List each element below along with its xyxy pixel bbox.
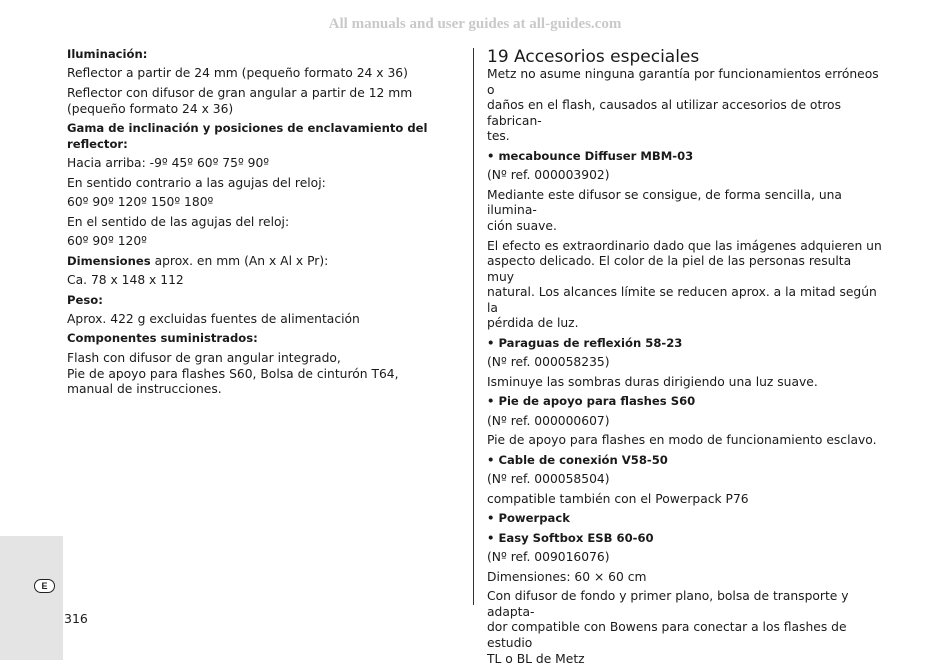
stand-ref: (Nº ref. 000000607) — [487, 413, 610, 428]
mecabounce-title: • mecabounce Diffuser MBM-03 — [487, 148, 694, 163]
mecabounce-desc-1: Mediante este difusor se consigue, de forma sencilla, una ilumina- ción suave. — [487, 187, 842, 234]
section-heading: 19 Accesorios especiales — [487, 47, 700, 67]
softbox-desc: Con difusor de fondo y primer plano, bolsa de transporte y adapta- dor compatible con Bowens para conectar a los flashes de estudio TL o BL de Metz — [487, 589, 849, 666]
dimensions-line — [67, 254, 462, 270]
softbox-dimensions: Dimensiones: 60 × 60 cm — [487, 569, 647, 584]
right-column — [487, 47, 882, 671]
illumination-line-2: Reflector con difusor de gran angular a partir de 12 mm (pequeño formato 24 x 36) — [67, 85, 413, 116]
supplied-label: Componentes suministrados: — [67, 331, 258, 346]
dimensions-values: Ca. 78 x 148 x 112 — [67, 273, 184, 288]
page-number: 316 — [64, 611, 88, 626]
clockwise-values: 60º 90º 120º — [67, 234, 147, 249]
cable-title: • Cable de conexión V58-50 — [487, 452, 668, 467]
page-side-tab — [0, 536, 63, 660]
tilt-up-values: Hacia arriba: -9º 45º 60º 75º 90º — [67, 156, 270, 171]
dimensions-label: Dimensiones — [67, 253, 151, 268]
supplied-text: Flash con difusor de gran angular integrado, Pie de apoyo para flashes S60, Bolsa de cinturón T64, manual de instrucciones. — [67, 350, 399, 397]
stand-desc: Pie de apoyo para flashes en modo de funcionamiento esclavo. — [487, 433, 877, 448]
left-column — [67, 47, 462, 402]
counterclockwise-values: 60º 90º 120º 150º 180º — [67, 195, 214, 210]
cable-ref: (Nº ref. 000058504) — [487, 472, 610, 487]
umbrella-title: • Paraguas de reflexión 58-23 — [487, 335, 683, 350]
softbox-ref: (Nº ref. 009016076) — [487, 550, 610, 565]
weight-label: Peso: — [67, 292, 103, 307]
powerpack-title: • Powerpack — [487, 511, 570, 526]
clockwise-label: En el sentido de las agujas del reloj: — [67, 214, 290, 229]
mecabounce-ref: (Nº ref. 000003902) — [487, 168, 610, 183]
cable-desc: compatible también con el Powerpack P76 — [487, 491, 749, 506]
stand-title: • Pie de apoyo para flashes S60 — [487, 394, 696, 409]
mecabounce-desc-2: El efecto es extraordinario dado que las imágenes adquieren un aspecto delicado. El color de la piel de las personas resulta muy natural. Los alcances límite se reducen aprox. a la mitad según la pérdida de luz. — [487, 238, 882, 331]
language-badge: E — [34, 579, 55, 593]
column-divider — [473, 48, 474, 605]
watermark: All manuals and user guides at all-guides.com — [328, 16, 622, 32]
umbrella-ref: (Nº ref. 000058235) — [487, 355, 610, 370]
illumination-line-1: Reflector a partir de 24 mm (pequeño formato 24 x 36) — [67, 66, 408, 81]
counterclockwise-label: En sentido contrario a las agujas del reloj: — [67, 175, 326, 190]
intro-text: Metz no asume ninguna garantía por funcionamientos erróneos o daños en el flash, causados al utilizar accesorios de otros fabrican- tes. — [487, 67, 879, 144]
dimensions-text: aprox. en mm (An x Al x Pr): — [150, 253, 329, 268]
umbrella-desc: Isminuye las sombras duras dirigiendo una luz suave. — [487, 374, 818, 389]
weight-value: Aprox. 422 g excluidas fuentes de alimentación — [67, 312, 360, 326]
illumination-label: Iluminación: — [67, 47, 148, 61]
tilt-label: Gama de inclinación y posiciones de enclavamiento del reflector: — [67, 121, 428, 151]
softbox-title: • Easy Softbox ESB 60-60 — [487, 530, 654, 545]
